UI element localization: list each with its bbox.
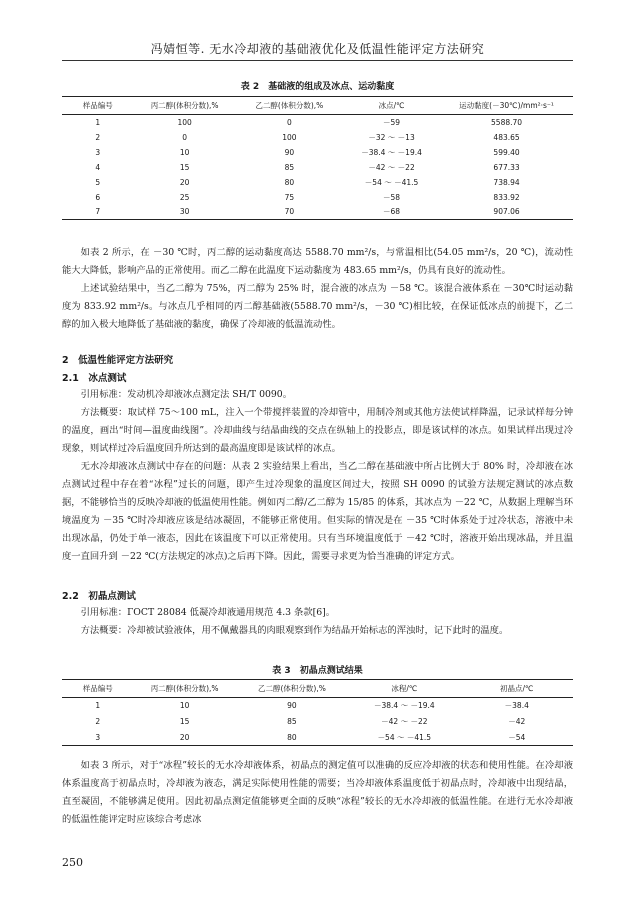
table-cell: 1: [95, 701, 101, 711]
table-cell: 25: [179, 192, 190, 202]
table3-header-cell: 样品编号: [62, 680, 134, 698]
table3-header-cell: 冰程/℃: [348, 680, 460, 698]
table-cell: 85: [287, 717, 297, 726]
paragraph: 引用标准：ГОСТ 28084 低凝冷却液通用规范 4.3 条款[6]。: [80, 607, 336, 618]
table-cell: －42: [508, 717, 526, 726]
table-cell: 738.94: [493, 177, 520, 187]
table-cell: 10: [179, 147, 190, 157]
table-cell: 3: [95, 147, 101, 157]
paragraph: 方法概要：冷却被试验液体，用不佩戴器具的肉眼观察到作为结晶开始标志的浑浊时，记下此时的温度。: [80, 625, 509, 636]
running-header: 冯婧恒等. 无水冷却液的基础液优化及低温性能评定方法研究: [150, 42, 485, 56]
paragraph: 上述试验结果中，当乙二醇为 75%，丙二醇为 25% 时，混合液的冰点为 －58 ℃。该混合液体系在 －30℃时运动黏度为 833.92 mm²/s。与冰点几乎相同的丙二醇基础液(5588.70 mm²/s，－30 ℃)相比较，在保证低冰点的前提下，乙二醇的加入极大地降低了基础液的黏度，确保了冷却液的低温流动性。: [62, 283, 573, 330]
table3-header-cell: 丙二醇(体积分数),%: [134, 680, 236, 698]
table-cell: 90: [287, 701, 297, 711]
table2-header-cell: 冰点/℃: [343, 97, 440, 115]
table-cell: －38.4 ～ －19.4: [361, 147, 422, 157]
table-cell: 100: [282, 132, 297, 142]
table3-header-cell: 初晶点/℃: [461, 680, 573, 698]
table-cell: －38.4 ～ －19.4: [373, 701, 435, 711]
table-cell: 833.92: [493, 192, 520, 202]
table-cell: 6: [95, 192, 101, 202]
table-cell: 80: [236, 730, 348, 746]
table2-header-cell: 乙二醇(体积分数),%: [236, 97, 343, 115]
table2-header-cell: 丙二醇(体积分数),%: [134, 97, 236, 115]
table-cell: 7: [62, 205, 134, 220]
table-row: [62, 145, 573, 160]
table-cell: 15: [179, 162, 190, 172]
table-cell: 70: [236, 205, 343, 220]
table-cell: 599.40: [493, 147, 520, 157]
table-cell: 30: [134, 205, 236, 220]
paragraph-block-3: [62, 604, 573, 640]
table-cell: 3: [62, 730, 134, 746]
paragraph: 引用标准：发动机冷却液冰点测定法 SH/T 0090。: [80, 389, 293, 400]
table-cell: 20: [179, 177, 190, 187]
table3-header-cell: 乙二醇(体积分数),%: [236, 680, 348, 698]
paragraph: 如表 2 所示，在 －30 ℃时，丙二醇的运动黏度高达 5588.70 mm²/s，与常温相比(54.05 mm²/s，20 ℃)，流动性能大大降低，影响产品的正常使用。而乙二醇在此温度下运动黏度为 483.65 mm²/s，仍具有良好的流动性。: [62, 247, 573, 276]
table-cell: 10: [179, 701, 190, 711]
table-row: [62, 160, 573, 175]
paragraph: 无水冷却液冰点测试中存在的问题：从表 2 实验结果上看出，当乙二醇在基础液中所占比例大于 80% 时，冷却液在冰点测试过程中存在着“冰程”过长的问题，即产生过冷现象的温度区间过大，按照 SH 0090 的试验方法规定测试的冰点数据，不能够恰当的反映冷却液的低温使用性能。例如丙二醇/乙二醇为 15/85 的体系，其冰点为 －22 ℃，从数据上理解当环境温度为 －35 ℃时冷却液应该是结冰凝固，不能够正常使用。但实际的情况是在 －35 ℃时体系处于过冷状态，溶液中未出现冰晶，仍处于单一液态，因此在该温度下可以正常使用。只有当环境温度低于 －42 ℃时，溶液开始出现冰晶，并且温度一直回升到 －22 ℃(方法规定的冰点)之后再下降。因此，需要寻求更为恰当准确的评定方式。: [62, 461, 573, 562]
subsection-heading: 2.2 初晶点测试: [62, 591, 136, 602]
table-cell: －54: [461, 730, 573, 746]
table-cell: －54 ～ －41.5: [348, 730, 460, 746]
header-rule: [62, 60, 573, 61]
table-row: [62, 714, 573, 730]
table-row: [62, 205, 573, 220]
table-cell: 15: [179, 717, 190, 726]
table2-header-cell: 样品编号: [62, 97, 134, 115]
table-cell: －54 ～ －41.5: [364, 177, 419, 187]
table3: [62, 679, 573, 746]
table-cell: －58: [383, 192, 401, 202]
table-cell: －42 ～ －22: [368, 162, 415, 172]
table-cell: 85: [284, 162, 295, 172]
table3-caption: 表 3 初晶点测试结果: [272, 666, 363, 676]
table-row: [62, 115, 573, 130]
table-row: [62, 130, 573, 145]
table-cell: －32 ～ －13: [368, 132, 415, 142]
paragraph: 如表 3 所示，对于“冰程”较长的无水冷却液体系，初晶点的测定值可以准确的反应冷却液的状态和使用性能。在冷却液体系温度高于初晶点时，冷却液为液态，满足实际使用性能的需要；当冷却液体系温度低于初晶点时，冷却液中出现结晶，直至凝固，不能够满足使用。因此初晶点测定值能够更全面的反映“冰程”较长的无水冷却液的低温性能。在进行无水冷却液的低温性能评定时应该综合考虑冰: [62, 760, 573, 825]
table2-caption: 表 2 基础液的组成及冰点、运动黏度: [240, 82, 395, 92]
table-cell: 80: [284, 177, 295, 187]
paragraph-block-2: [62, 386, 573, 566]
table-cell: 75: [284, 192, 295, 202]
table-cell: 90: [284, 147, 295, 157]
table-cell: 483.65: [493, 132, 520, 142]
table-row: [62, 698, 573, 714]
table-row: [62, 730, 573, 746]
table-cell: 2: [95, 132, 101, 142]
page-number: 250: [62, 856, 83, 869]
table-cell: 5588.70: [491, 117, 523, 127]
table-cell: 5: [95, 177, 101, 187]
subsection-heading: 2.1 冰点测试: [62, 373, 127, 384]
paragraph-block-1: [62, 244, 573, 334]
table-row: [62, 175, 573, 190]
paragraph: 方法概要：取试样 75～100 mL，注入一个带搅拌装置的冷却管中，用制冷剂或其他方法使试样降温，记录试样每分钟的温度，画出“时间—温度曲线图”。冷却曲线与结晶曲线的交点在纵轴上的投影点，即是该试样的冰点。如果试样出现过冷现象，则试样过冷后温度回升所达到的最高温度即是该试样的冰点。: [62, 407, 573, 454]
table-cell: －68: [343, 205, 440, 220]
table-cell: 907.06: [440, 205, 573, 220]
table-cell: 4: [95, 162, 101, 172]
table-cell: 20: [134, 730, 236, 746]
table-cell: －42 ～ －22: [381, 717, 428, 726]
table-cell: －38.4: [504, 701, 529, 711]
table2: [62, 96, 573, 220]
table-cell: 2: [95, 717, 101, 726]
section-heading: 2 低温性能评定方法研究: [62, 355, 174, 366]
table2-header-cell: 运动黏度(－30℃)/mm²·s⁻¹: [440, 97, 573, 115]
table-cell: 0: [286, 117, 292, 127]
paragraph-block-4: [62, 757, 573, 829]
table-cell: 0: [182, 132, 188, 142]
table-cell: 100: [177, 117, 192, 127]
table-cell: －59: [383, 117, 401, 127]
table-cell: 677.33: [493, 162, 520, 172]
table-cell: 1: [95, 117, 101, 127]
table-row: [62, 190, 573, 205]
